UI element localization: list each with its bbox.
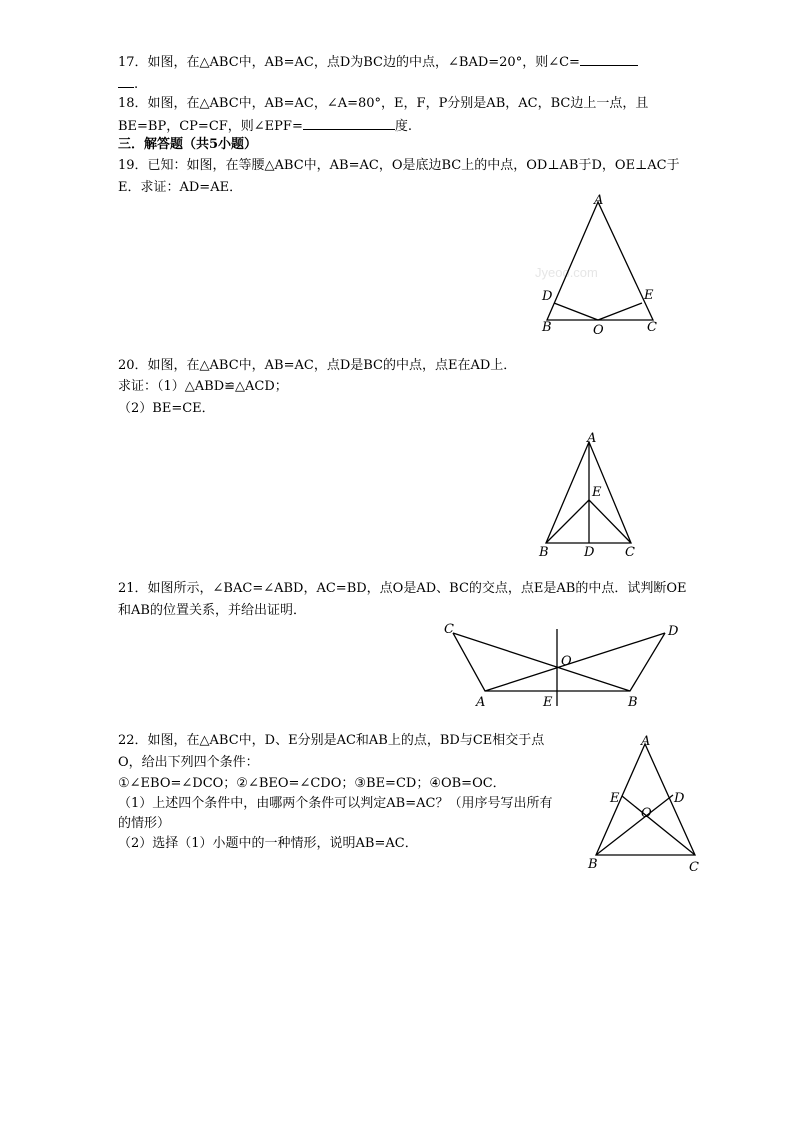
q22-label-O: O xyxy=(641,806,652,821)
q20-line1: 20．如图，在△ABC中，AB=AC，点D是BC的中点，点E在AD上． xyxy=(118,358,517,373)
q19-label-C: C xyxy=(647,320,657,335)
q21-label-D: D xyxy=(668,624,679,639)
section-heading: 三．解答题（共5小题） xyxy=(118,137,258,152)
q21-label-A: A xyxy=(476,695,486,710)
q21-figure xyxy=(438,620,688,715)
q18-line2 xyxy=(118,117,412,136)
q19-label-O: O xyxy=(593,323,604,338)
q19-label-B: B xyxy=(542,320,552,335)
q20-line2: 求证：（1）△ABD≌△ACD； xyxy=(118,379,288,394)
q17-text: 17．如图，在△ABC中，AB=AC，点D为BC边的中点，∠BAD=20°，则∠C= xyxy=(118,55,580,70)
q21-line2: 和AB的位置关系，并给出证明． xyxy=(118,603,306,618)
q22-label-D: D xyxy=(674,791,685,806)
q18-answer-blank[interactable] xyxy=(303,117,395,130)
q20-label-C: C xyxy=(625,545,635,560)
q17-line2 xyxy=(118,75,138,94)
q22-figure xyxy=(582,730,707,875)
q19-label-E: E xyxy=(644,288,654,303)
watermark: Jyeoo.com xyxy=(535,265,598,280)
q21-label-C: C xyxy=(444,622,454,637)
q18-line1: 18．如图，在△ABC中，AB=AC，∠A=80°，E，F，P分别是AB，AC，BC边上一点，且 xyxy=(118,96,649,111)
q22-line4: （1）上述四个条件中，由哪两个条件可以判定AB=AC？（用序号写出所有 xyxy=(118,796,553,811)
q17-answer-blank[interactable] xyxy=(580,53,638,66)
q19-label-D: D xyxy=(542,289,553,304)
q18-text: BE=BP，CP=CF，则∠EPF= xyxy=(118,119,303,134)
q19-line2: E．求证：AD=AE． xyxy=(118,180,243,195)
q22-line6: （2）选择（1）小题中的一种情形，说明AB=AC． xyxy=(118,836,418,851)
q21-label-B: B xyxy=(628,695,638,710)
q19-figure xyxy=(530,190,670,340)
q21-label-E: E xyxy=(543,695,553,710)
q17-tail: . xyxy=(134,77,139,92)
q22-label-E: E xyxy=(610,791,620,806)
q20-label-B: B xyxy=(539,545,549,560)
q20-figure xyxy=(530,430,650,565)
q22-label-C: C xyxy=(689,860,699,875)
q22-line3: ①∠EBO=∠DCO；②∠BEO=∠CDO；③BE=CD；④OB=OC． xyxy=(118,776,506,791)
q20-label-E: E xyxy=(592,485,602,500)
q22-line1: 22．如图，在△ABC中，D、E分别是AC和AB上的点，BD与CE相交于点 xyxy=(118,733,545,748)
q18-unit: 度. xyxy=(394,119,412,134)
q21-line1: 21．如图所示，∠BAC=∠ABD，AC=BD，点O是AD、BC的交点，点E是AB的中点．试判断OE xyxy=(118,581,687,596)
q21-label-O: O xyxy=(561,654,572,669)
q17-answer-blank-cont[interactable] xyxy=(118,75,134,88)
q22-line5: 的情形） xyxy=(118,816,171,831)
q20-line3: （2）BE=CE． xyxy=(118,401,215,416)
q22-line2: O，给出下列四个条件： xyxy=(118,755,259,770)
q17-line1 xyxy=(118,53,638,72)
q19-label-A: A xyxy=(594,193,604,208)
q22-label-A: A xyxy=(641,734,651,749)
q20-label-D: D xyxy=(584,545,595,560)
q20-label-A: A xyxy=(587,431,597,446)
q22-label-B: B xyxy=(588,857,598,872)
q19-line1: 19．已知：如图，在等腰△ABC中，AB=AC，O是底边BC上的中点，OD⊥AB于D，OE⊥AC于 xyxy=(118,158,680,173)
